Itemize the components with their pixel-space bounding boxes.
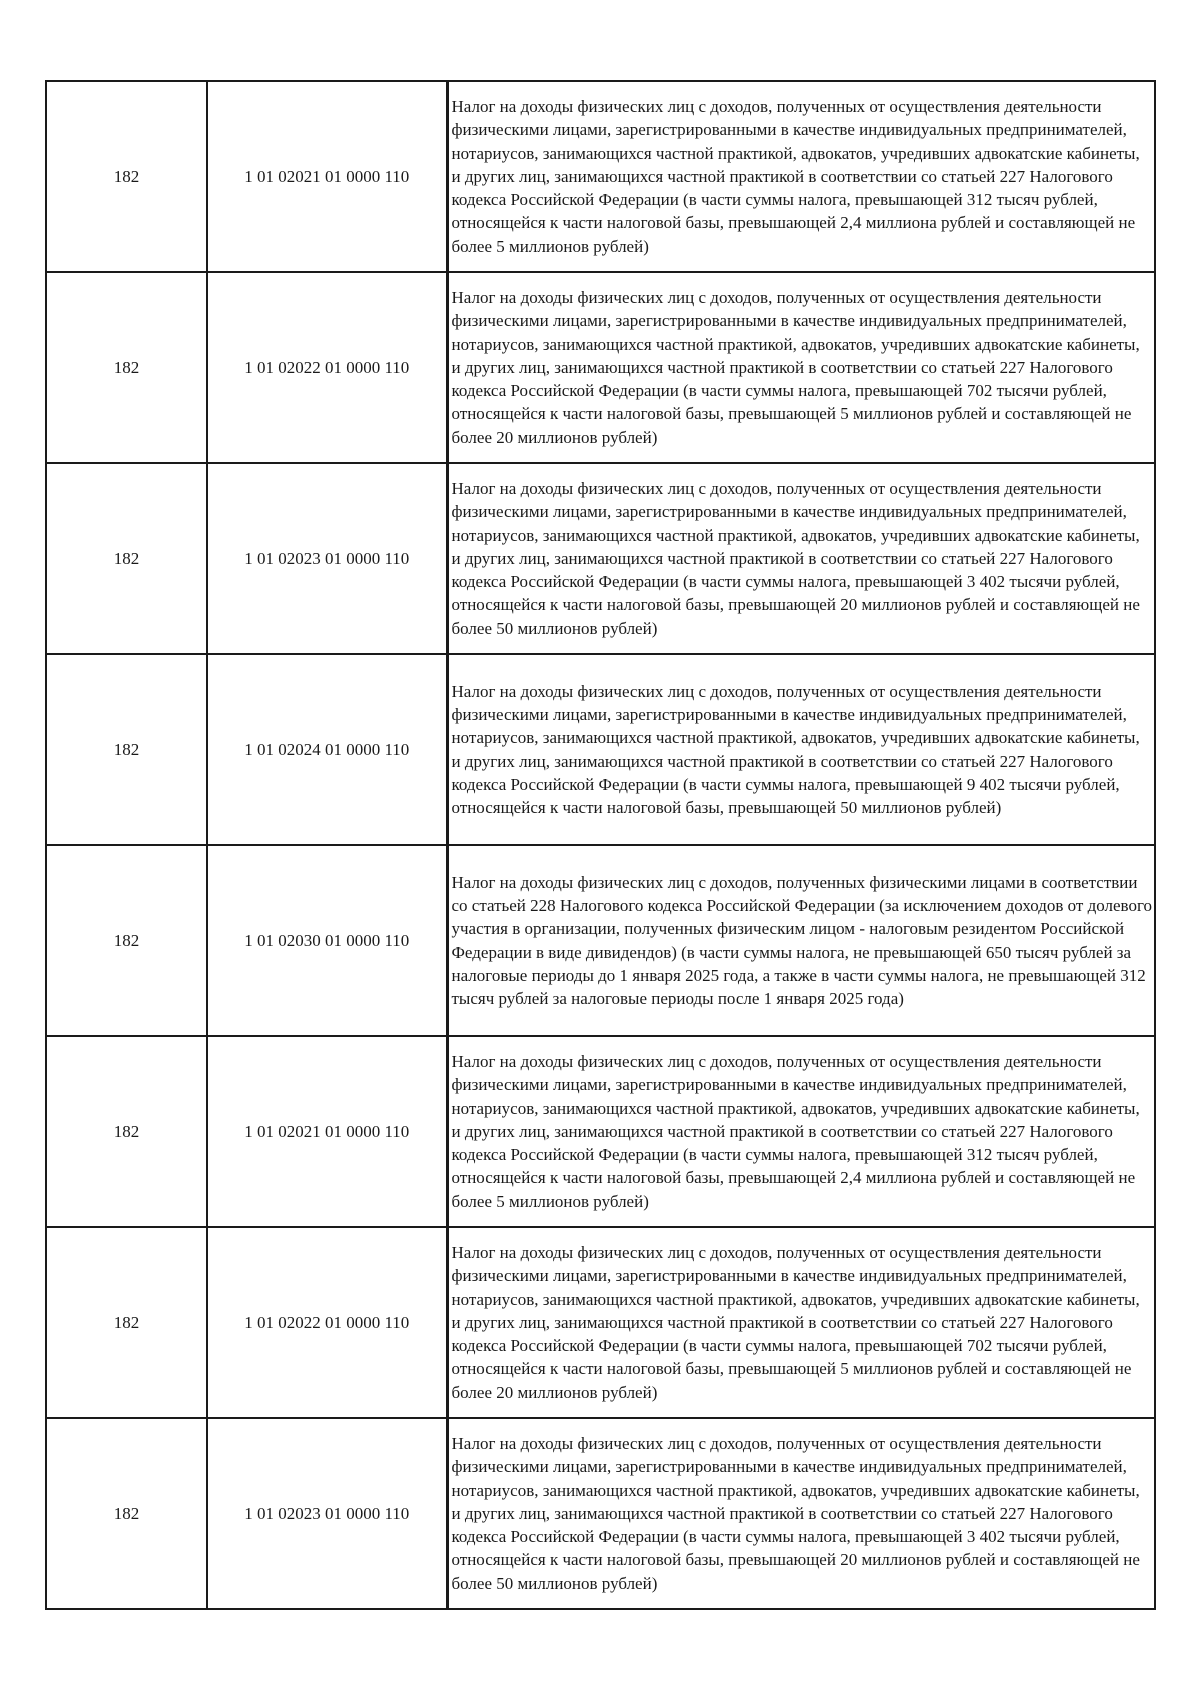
kbk-code-cell: 1 01 02024 01 0000 110 xyxy=(207,654,447,845)
admin-code-cell: 182 xyxy=(46,463,207,654)
admin-code-cell: 182 xyxy=(46,272,207,463)
table-row xyxy=(46,845,1155,1036)
admin-code-cell: 182 xyxy=(46,1227,207,1418)
budget-classification-table xyxy=(45,80,1156,1610)
admin-code-cell: 182 xyxy=(46,81,207,272)
description-cell: Налог на доходы физических лиц с доходов, полученных от осуществления деятельности физическими лицами, зарегистрированными в качестве индивидуальных предпринимателей, нотариусов, занимающихся частной практикой, адвокатов, учредивших адвокатские кабинеты, и других лиц, занимающихся частной практикой в соответствии со статьей 227 Налогового кодекса Российской Федерации (в части суммы налога, превышающей 312 тысяч рублей, относящейся к части налоговой базы, превышающей 2,4 миллиона рублей и составляющей не более 5 миллионов рублей) xyxy=(447,81,1155,272)
table-row xyxy=(46,1036,1155,1227)
kbk-code-cell: 1 01 02023 01 0000 110 xyxy=(207,1418,447,1609)
admin-code-cell: 182 xyxy=(46,1418,207,1609)
description-cell: Налог на доходы физических лиц с доходов, полученных от осуществления деятельности физическими лицами, зарегистрированными в качестве индивидуальных предпринимателей, нотариусов, занимающихся частной практикой, адвокатов, учредивших адвокатские кабинеты, и других лиц, занимающихся частной практикой в соответствии со статьей 227 Налогового кодекса Российской Федерации (в части суммы налога, превышающей 702 тысячи рублей, относящейся к части налоговой базы, превышающей 5 миллионов рублей и составляющей не более 20 миллионов рублей) xyxy=(447,272,1155,463)
kbk-code-cell: 1 01 02030 01 0000 110 xyxy=(207,845,447,1036)
kbk-code-cell: 1 01 02023 01 0000 110 xyxy=(207,463,447,654)
table-row xyxy=(46,1418,1155,1609)
description-cell: Налог на доходы физических лиц с доходов, полученных от осуществления деятельности физическими лицами, зарегистрированными в качестве индивидуальных предпринимателей, нотариусов, занимающихся частной практикой, адвокатов, учредивших адвокатские кабинеты, и других лиц, занимающихся частной практикой в соответствии со статьей 227 Налогового кодекса Российской Федерации (в части суммы налога, превышающей 702 тысячи рублей, относящейся к части налоговой базы, превышающей 5 миллионов рублей и составляющей не более 20 миллионов рублей) xyxy=(447,1227,1155,1418)
table-row xyxy=(46,654,1155,845)
description-cell: Налог на доходы физических лиц с доходов, полученных физическими лицами в соответствии со статьей 228 Налогового кодекса Российской Федерации (за исключением доходов от долевого участия в организации, полученных физическим лицом - налоговым резидентом Российской Федерации в виде дивидендов) (в части суммы налога, не превышающей 650 тысяч рублей за налоговые периоды до 1 января 2025 года, а также в части суммы налога, не превышающей 312 тысяч рублей за налоговые периоды после 1 января 2025 года) xyxy=(447,845,1155,1036)
kbk-code-cell: 1 01 02021 01 0000 110 xyxy=(207,1036,447,1227)
description-cell: Налог на доходы физических лиц с доходов, полученных от осуществления деятельности физическими лицами, зарегистрированными в качестве индивидуальных предпринимателей, нотариусов, занимающихся частной практикой, адвокатов, учредивших адвокатские кабинеты, и других лиц, занимающихся частной практикой в соответствии со статьей 227 Налогового кодекса Российской Федерации (в части суммы налога, превышающей 3 402 тысячи рублей, относящейся к части налоговой базы, превышающей 20 миллионов рублей и составляющей не более 50 миллионов рублей) xyxy=(447,1418,1155,1609)
table-row xyxy=(46,272,1155,463)
kbk-code-cell: 1 01 02021 01 0000 110 xyxy=(207,81,447,272)
table-row xyxy=(46,463,1155,654)
table-row xyxy=(46,1227,1155,1418)
admin-code-cell: 182 xyxy=(46,654,207,845)
table-row xyxy=(46,81,1155,272)
description-cell: Налог на доходы физических лиц с доходов, полученных от осуществления деятельности физическими лицами, зарегистрированными в качестве индивидуальных предпринимателей, нотариусов, занимающихся частной практикой, адвокатов, учредивших адвокатские кабинеты, и других лиц, занимающихся частной практикой в соответствии со статьей 227 Налогового кодекса Российской Федерации (в части суммы налога, превышающей 9 402 тысячи рублей, относящейся к части налоговой базы, превышающей 50 миллионов рублей) xyxy=(447,654,1155,845)
kbk-code-cell: 1 01 02022 01 0000 110 xyxy=(207,1227,447,1418)
kbk-code-cell: 1 01 02022 01 0000 110 xyxy=(207,272,447,463)
description-cell: Налог на доходы физических лиц с доходов, полученных от осуществления деятельности физическими лицами, зарегистрированными в качестве индивидуальных предпринимателей, нотариусов, занимающихся частной практикой, адвокатов, учредивших адвокатские кабинеты, и других лиц, занимающихся частной практикой в соответствии со статьей 227 Налогового кодекса Российской Федерации (в части суммы налога, превышающей 3 402 тысячи рублей, относящейся к части налоговой базы, превышающей 20 миллионов рублей и составляющей не более 50 миллионов рублей) xyxy=(447,463,1155,654)
admin-code-cell: 182 xyxy=(46,845,207,1036)
description-cell: Налог на доходы физических лиц с доходов, полученных от осуществления деятельности физическими лицами, зарегистрированными в качестве индивидуальных предпринимателей, нотариусов, занимающихся частной практикой, адвокатов, учредивших адвокатские кабинеты, и других лиц, занимающихся частной практикой в соответствии со статьей 227 Налогового кодекса Российской Федерации (в части суммы налога, превышающей 312 тысяч рублей, относящейся к части налоговой базы, превышающей 2,4 миллиона рублей и составляющей не более 5 миллионов рублей) xyxy=(447,1036,1155,1227)
admin-code-cell: 182 xyxy=(46,1036,207,1227)
